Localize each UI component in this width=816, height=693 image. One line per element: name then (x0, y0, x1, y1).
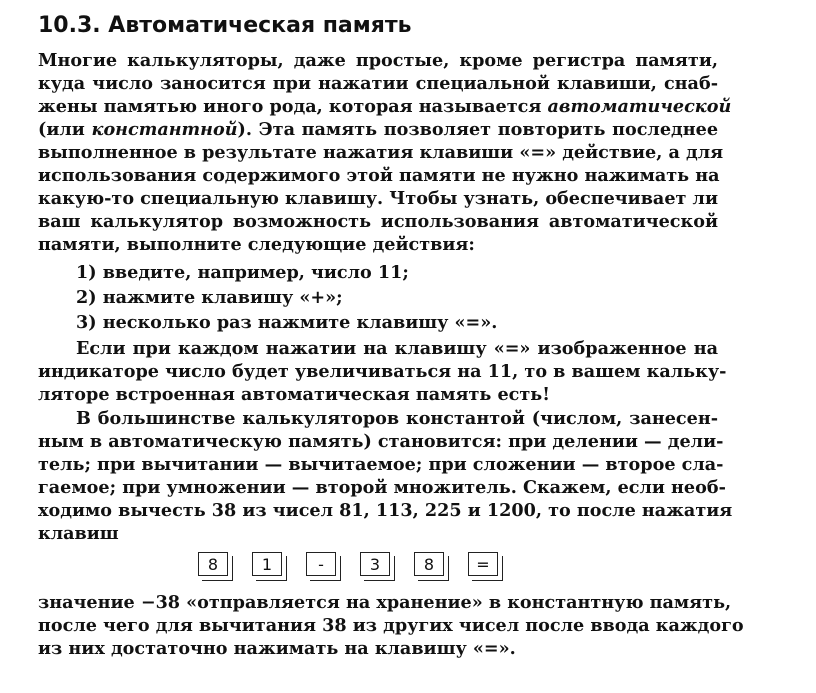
calculator-key: 1 (252, 552, 282, 576)
text-line: ваш калькулятор возможность использования автоматической (38, 211, 718, 232)
calculator-key: - (306, 552, 336, 576)
calculator-key: 3 (360, 552, 390, 576)
text-span: жены памятью иного рода, которая называется (38, 96, 548, 117)
text-line (38, 96, 732, 118)
text-line: из них достаточно нажимать на клавишу «=». (38, 638, 516, 659)
text-line: куда число заносится при нажатии специальной клавиши, снаб- (38, 73, 718, 94)
text-line (38, 119, 718, 141)
text-line: Если при каждом нажатии на клавишу «=» изображенное на (76, 338, 718, 359)
key-sequence (0, 552, 816, 582)
calculator-key: 8 (414, 552, 444, 576)
text-line: Многие калькуляторы, даже простые, кроме регистра памяти, (38, 50, 718, 71)
text-line: использования содержимого этой памяти не нужно нажимать на (38, 165, 720, 186)
calculator-key: = (468, 552, 498, 576)
term-automatic: автоматической (547, 96, 732, 117)
text-line: ляторе встроенная автоматическая память есть! (38, 384, 550, 405)
text-line: индикаторе число будет увеличиваться на 11, то в вашем кальку- (38, 361, 727, 382)
text-line: ходимо вычесть 38 из чисел 81, 113, 225 и 1200, то после нажатия (38, 500, 733, 521)
step-item: 3) несколько раз нажмите клавишу «=». (76, 312, 498, 333)
text-line: после чего для вычитания 38 из других чисел после ввода каждого (38, 615, 744, 636)
text-line: значение −38 «отправляется на хранение» в константную память, (38, 592, 732, 613)
text-line: тель; при вычитании — вычитаемое; при сложении — второе сла- (38, 454, 724, 475)
text-line: ным в автоматическую память) становится: при делении — дели- (38, 431, 724, 452)
text-line: какую-то специальную клавишу. Чтобы узнать, обеспечивает ли (38, 188, 718, 209)
text-line: В большинстве калькуляторов константой (числом, занесен- (76, 408, 718, 429)
text-line: памяти, выполните следующие действия: (38, 234, 475, 255)
step-item: 1) введите, например, число 11; (76, 262, 409, 283)
calculator-key: 8 (198, 552, 228, 576)
text-line: гаемое; при умножении — второй множитель. Скажем, если необ- (38, 477, 726, 498)
step-item: 2) нажмите клавишу «+»; (76, 287, 343, 308)
term-constant: константной (91, 119, 238, 140)
text-span: (или (38, 119, 92, 140)
section-heading: 10.3. Автоматическая память (38, 13, 412, 38)
text-line: выполненное в результате нажатия клавиши «=» действие, а для (38, 142, 724, 163)
text-line: клавиш (38, 523, 119, 544)
text-span: ). Эта память позволяет повторить последнее (237, 119, 719, 140)
